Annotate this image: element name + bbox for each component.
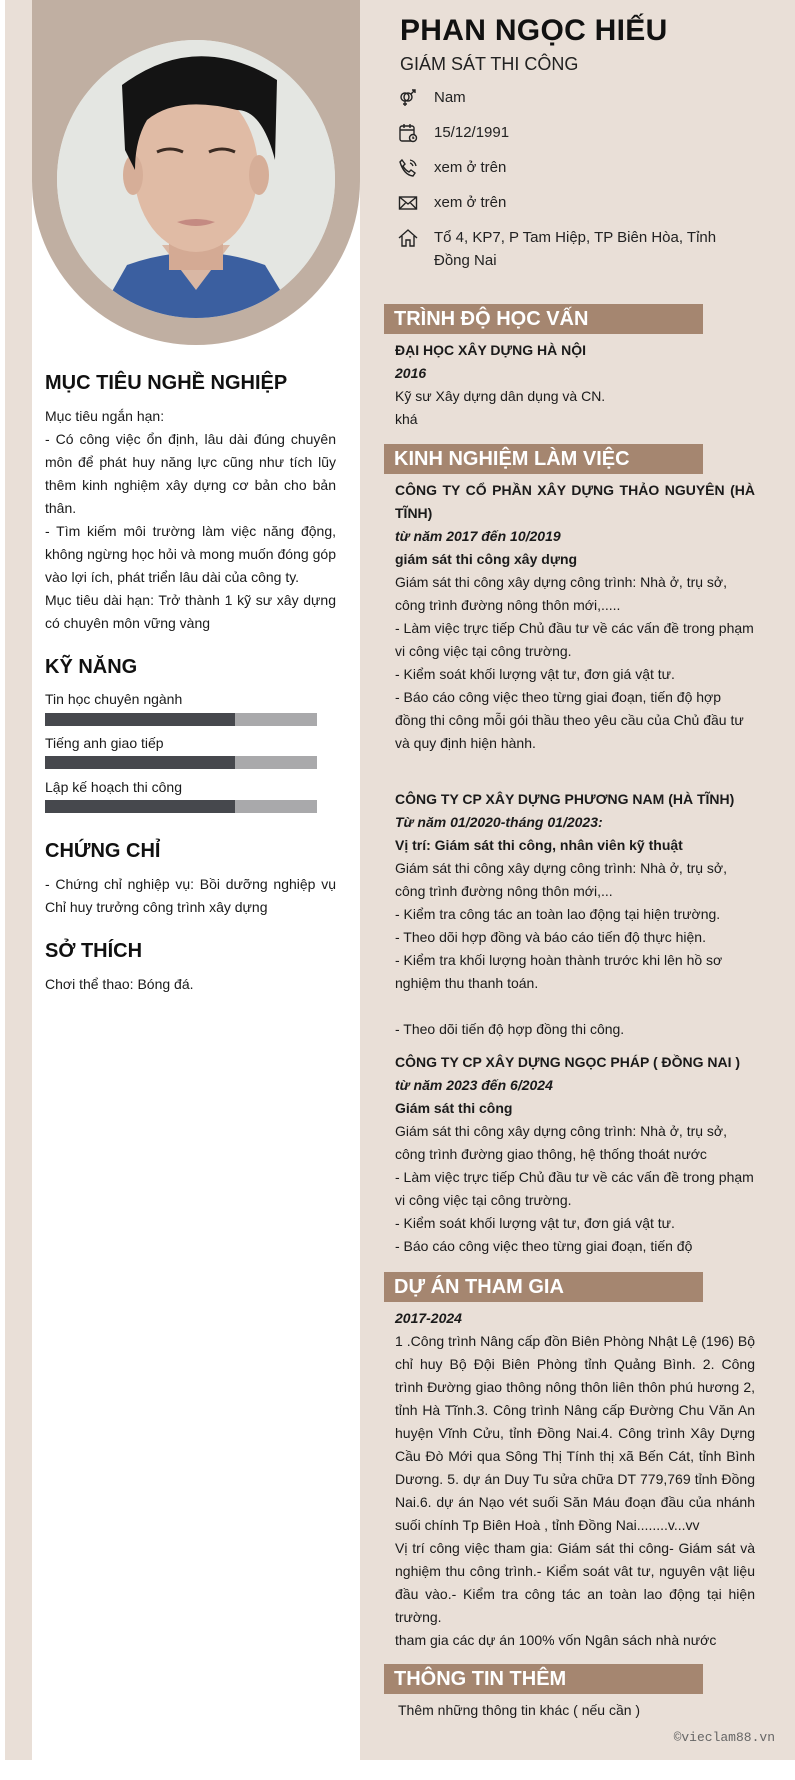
contact-phone <box>398 156 506 185</box>
job-company: CÔNG TY CP XÂY DỰNG PHƯƠNG NAM (HÀ TĨNH) <box>395 791 735 807</box>
photo-backdrop <box>32 0 360 345</box>
job-line: - Báo cáo công việc theo từng giai đoạn, tiến độ <box>395 1238 693 1254</box>
right-column <box>360 0 795 1760</box>
candidate-name: PHAN NGỌC HIẾU <box>400 14 668 47</box>
skill-bar <box>45 713 317 726</box>
skill-bar <box>45 756 317 769</box>
job-line: - Làm việc trực tiếp Chủ đầu tư về các vấn đề trong phạm vi công việc tại công trường. <box>395 1169 754 1208</box>
projects-line: Vị trí công việc tham gia: Giám sát thi công- Giám sát và nghiệm thu công trình.- Kiểm soát vât tư, nguyên vật liệu đầu vào.- Kiểm tra công tác an toàn lao động tại hiện trường. <box>395 1540 755 1625</box>
job-line: - Kiểm tra khối lượng hoàn thành trước khi lên hồ sơ nghiệm thu thanh toán. <box>395 952 723 991</box>
job-company: CÔNG TY CP XÂY DỰNG NGỌC PHÁP ( ĐỒNG NAI ) <box>395 1054 741 1070</box>
skill-bar-fill <box>45 756 235 769</box>
job-title: GIÁM SÁT THI CÔNG <box>400 54 579 74</box>
skill-bar-fill <box>45 800 235 813</box>
job-entry <box>395 1051 755 1258</box>
left-decor-strip <box>5 0 32 1760</box>
skill-bar-fill <box>45 713 235 726</box>
education-grade: khá <box>395 411 418 427</box>
job-line: - Kiểm soát khối lượng vật tư, đơn giá vật tư. <box>395 1215 675 1231</box>
job-line: - Làm việc trực tiếp Chủ đầu tư về các vấn đề trong phạm vi công việc tại công trường. <box>395 620 754 659</box>
job-position: Giám sát thi công <box>395 1100 513 1116</box>
job-line: - Báo cáo công việc theo từng giai đoạn, tiến độ hợp đồng thi công mỗi gói thầu theo yêu cầu của Chủ đầu tư và quy định hiện hành. <box>395 689 744 751</box>
objective-line: Mục tiêu ngắn hạn: <box>45 408 165 424</box>
job-line: - Theo dõi hợp đồng và báo cáo tiến độ thực hiện. <box>395 929 706 945</box>
job-company: CÔNG TY CỔ PHẦN XÂY DỰNG THẢO NGUYÊN (HÀ TĨNH) <box>395 482 755 521</box>
contact-address <box>398 226 728 272</box>
avatar <box>57 40 335 318</box>
job-line: - Kiểm tra công tác an toàn lao động tại hiện trường. <box>395 906 721 922</box>
watermark: ©vieclam88.vn <box>673 1730 775 1745</box>
education-year: 2016 <box>395 365 427 381</box>
calendar-icon <box>398 121 434 150</box>
education-school: ĐẠI HỌC XÂY DỰNG HÀ NỘI <box>395 342 587 358</box>
additional-heading: THÔNG TIN THÊM <box>384 1664 703 1694</box>
objective-line: Mục tiêu dài hạn: Trở thành 1 kỹ sư xây dựng có chuyên môn vững vàng <box>45 592 336 631</box>
hobbies-heading: SỞ THÍCH <box>45 940 143 962</box>
phone-icon <box>398 156 434 185</box>
hobbies-text: Chơi thể thao: Bóng đá. <box>45 976 194 992</box>
projects-line: tham gia các dự án 100% vốn Ngân sách nhà nước <box>395 1632 717 1648</box>
address-value: Tổ 4, KP7, P Tam Hiệp, TP Biên Hòa, Tỉnh Đồng Nai <box>434 229 717 269</box>
contact-gender <box>398 86 466 115</box>
skill-label: Tiếng anh giao tiếp <box>45 735 164 751</box>
job-description <box>395 1120 755 1258</box>
projects-line: 1 .Công trình Nâng cấp đồn Biên Phòng Nhật Lệ (196) Bộ chỉ huy Bộ Đội Biên Phòng tỉnh Quảng Bình. 2. Công trình Đường giao thông nông thôn liên thôn phú hương 2, tỉnh Hà Tĩnh.3. Công trình Nâng cấp Đường Chu Văn An huyện Vĩnh Cửu, tỉnh Đồng Nai.4. Công trình Xây Dựng Cầu Đò Mới qua Sông Thị Tính thị xã Bến Cát, tỉnh Bình Dương. 5. dự án Duy Tu sửa chữa DT 779,769 tỉnh Đồng Nai.6. dự án Nạo vét suối Săn Máu đoạn đầu của nhánh suối chính Tp Biên Hoà , tỉnh Đồng Nai........v...vv <box>395 1333 755 1533</box>
job-description <box>395 571 755 755</box>
job-description <box>395 857 755 1041</box>
job-line: Giám sát thi công xây dựng công trình: Nhà ở, trụ sở, công trình đường nông thôn mới,... <box>395 860 727 899</box>
job-entry <box>395 479 755 755</box>
left-column <box>32 0 360 1760</box>
job-line: - Kiểm soát khối lượng vật tư, đơn giá vật tư. <box>395 666 675 682</box>
job-entry <box>395 788 755 1041</box>
skill-label: Tin học chuyên ngành <box>45 691 183 707</box>
certificates-heading: CHỨNG CHỈ <box>45 840 161 862</box>
additional-text: Thêm những thông tin khác ( nếu cần ) <box>398 1702 641 1718</box>
email-icon <box>398 191 434 220</box>
objective-line: - Tìm kiếm môi trường làm việc năng động, không ngừng học hỏi và mong muốn đóng góp vào lợi ích, phát triển lâu dài của công ty. <box>45 523 336 585</box>
job-position: giám sát thi công xây dựng <box>395 551 578 567</box>
job-period: từ năm 2023 đến 6/2024 <box>395 1077 553 1093</box>
objective-line: - Có công việc ổn định, lâu dài đúng chuyên môn để phát huy năng lực cũng như tích lũy thêm kinh nghiệm xây dựng cơ bản cho bản thân. <box>45 431 336 516</box>
experience-heading: KINH NGHIỆM LÀM VIỆC <box>384 444 703 474</box>
certificates-text: - Chứng chỉ nghiệp vụ: Bồi dưỡng nghiệp vụ Chỉ huy trưởng công trình xây dựng <box>45 876 336 915</box>
job-position: Vị trí: Giám sát thi công, nhân viên kỹ thuật <box>395 837 683 853</box>
projects-body <box>395 1307 755 1652</box>
objective-text <box>45 405 336 635</box>
phone-value: xem ở trên <box>434 159 507 176</box>
gender-icon <box>398 86 434 115</box>
job-line <box>395 995 755 1018</box>
education-heading: TRÌNH ĐỘ HỌC VẤN <box>384 304 703 334</box>
skills-heading: KỸ NĂNG <box>45 656 138 678</box>
education-major: Kỹ sư Xây dựng dân dụng và CN. <box>395 388 606 404</box>
job-period: từ năm 2017 đến 10/2019 <box>395 528 561 544</box>
contact-email <box>398 191 506 220</box>
skill-bar <box>45 800 317 813</box>
birthday-value: 15/12/1991 <box>434 124 510 141</box>
home-icon <box>398 226 434 272</box>
email-value: xem ở trên <box>434 194 507 211</box>
projects-heading: DỰ ÁN THAM GIA <box>384 1272 703 1302</box>
job-line: Giám sát thi công xây dựng công trình: Nhà ở, trụ sở, công trình đường giao thông, hệ thống thoát nước <box>395 1123 727 1162</box>
contact-birthday <box>398 121 509 150</box>
job-line: - Theo dõi tiến độ hợp đồng thi công. <box>395 1021 625 1037</box>
job-period: Từ năm 01/2020-tháng 01/2023: <box>395 814 603 830</box>
gender-value: Nam <box>434 89 466 106</box>
projects-period: 2017-2024 <box>395 1310 462 1326</box>
job-line: Giám sát thi công xây dựng công trình: Nhà ở, trụ sở, công trình đường nông thôn mới,..... <box>395 574 727 613</box>
objective-heading: MỤC TIÊU NGHỀ NGHIỆP <box>45 372 288 394</box>
skill-label: Lập kế hoạch thi công <box>45 779 182 795</box>
